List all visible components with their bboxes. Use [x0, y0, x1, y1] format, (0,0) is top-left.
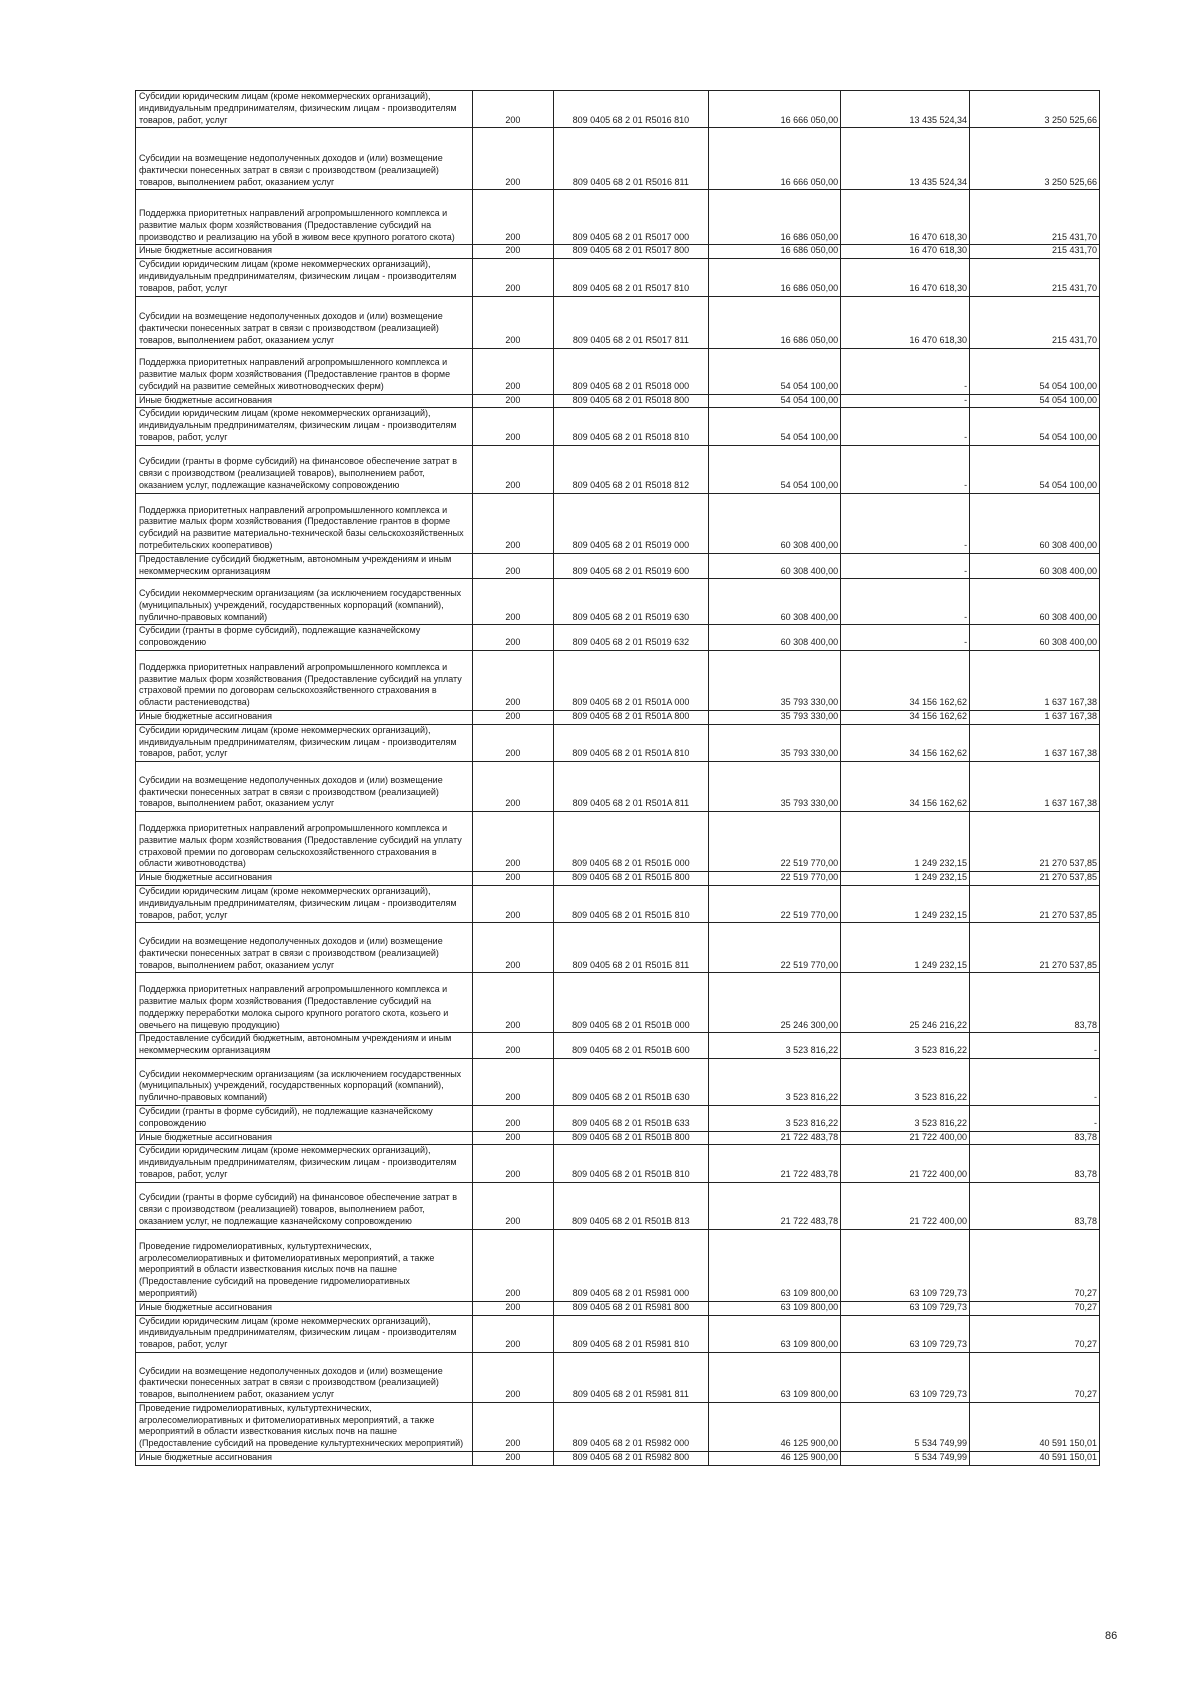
- row-description: Субсидии (гранты в форме субсидий), не подлежащие казначейскому сопровождению: [136, 1105, 473, 1131]
- row-unexecuted-amount: 40 591 150,01: [970, 1452, 1100, 1466]
- row-approved-amount: 46 125 900,00: [709, 1452, 841, 1466]
- table-row: [136, 885, 1100, 922]
- row-executed-amount: -: [841, 579, 970, 625]
- row-classification-code: 809 0405 68 2 01 R5018 812: [553, 445, 709, 493]
- row-approved-amount: 16 666 050,00: [709, 91, 841, 128]
- row-description: Иные бюджетные ассигнования: [136, 1131, 473, 1145]
- row-unexecuted-amount: 70,27: [970, 1301, 1100, 1315]
- budget-execution-table: [135, 90, 1100, 1466]
- table-row: [136, 245, 1100, 259]
- row-approved-amount: 63 109 800,00: [709, 1352, 841, 1402]
- row-description: Субсидии юридическим лицам (кроме некоммерческих организаций), индивидуальным предпринимателям, физическим лицам - производителям товаров, работ, услуг: [136, 91, 473, 128]
- row-executed-amount: -: [841, 625, 970, 651]
- row-description: Субсидии на возмещение недополученных доходов и (или) возмещение фактически понесенных затрат в связи с производством (реализацией) товаров, выполнением работ, оказанием услуг: [136, 923, 473, 973]
- row-classification-code: 809 0405 68 2 01 R501В 630: [553, 1058, 709, 1105]
- row-code: 200: [473, 579, 553, 625]
- row-executed-amount: -: [841, 553, 970, 579]
- row-unexecuted-amount: 3 250 525,66: [970, 128, 1100, 190]
- row-unexecuted-amount: 83,78: [970, 1131, 1100, 1145]
- row-classification-code: 809 0405 68 2 01 R5981 810: [553, 1315, 709, 1352]
- row-description: Субсидии юридическим лицам (кроме некоммерческих организаций), индивидуальным предпринимателям, физическим лицам - производителям товаров, работ, услуг: [136, 1145, 473, 1182]
- row-description: Поддержка приоритетных направлений агропромышленного комплекса и развитие малых форм хозяйствования (Предоставление субсидий на уплату страховой премии по договорам сельскохозяйственного страхования в области животноводства): [136, 812, 473, 872]
- row-executed-amount: -: [841, 394, 970, 408]
- row-approved-amount: 63 109 800,00: [709, 1301, 841, 1315]
- row-code: 200: [473, 91, 553, 128]
- row-classification-code: 809 0405 68 2 01 R501A 000: [553, 650, 709, 710]
- row-code: 200: [473, 885, 553, 922]
- row-classification-code: 809 0405 68 2 01 R5017 811: [553, 296, 709, 348]
- row-approved-amount: 16 686 050,00: [709, 259, 841, 296]
- row-executed-amount: 16 470 618,30: [841, 190, 970, 245]
- row-description: Субсидии юридическим лицам (кроме некоммерческих организаций), индивидуальным предпринимателям, физическим лицам - производителям товаров, работ, услуг: [136, 1315, 473, 1352]
- row-approved-amount: 3 523 816,22: [709, 1058, 841, 1105]
- row-executed-amount: 16 470 618,30: [841, 245, 970, 259]
- row-code: 200: [473, 973, 553, 1033]
- row-executed-amount: 16 470 618,30: [841, 259, 970, 296]
- row-code: 200: [473, 1182, 553, 1229]
- row-approved-amount: 21 722 483,78: [709, 1182, 841, 1229]
- row-executed-amount: 34 156 162,62: [841, 710, 970, 724]
- row-unexecuted-amount: 21 270 537,85: [970, 872, 1100, 886]
- row-classification-code: 809 0405 68 2 01 R5982 800: [553, 1452, 709, 1466]
- row-approved-amount: 35 793 330,00: [709, 710, 841, 724]
- row-code: 200: [473, 1033, 553, 1059]
- row-description: Субсидии на возмещение недополученных доходов и (или) возмещение фактически понесенных затрат в связи с производством (реализацией) товаров, выполнением работ, оказанием услуг: [136, 1352, 473, 1402]
- row-description: Поддержка приоритетных направлений агропромышленного комплекса и развитие малых форм хозяйствования (Предоставление субсидий на поддержку переработки молока сырого крупного рогатого скота, козьего и овечьего на пищевую продукцию): [136, 973, 473, 1033]
- row-description: Поддержка приоритетных направлений агропромышленного комплекса и развитие малых форм хозяйствования (Предоставление субсидий на уплату страховой премии по договорам сельскохозяйственного страхования в области растениеводства): [136, 650, 473, 710]
- row-code: 200: [473, 1105, 553, 1131]
- row-classification-code: 809 0405 68 2 01 R5017 800: [553, 245, 709, 259]
- row-approved-amount: 54 054 100,00: [709, 348, 841, 394]
- row-code: 200: [473, 408, 553, 445]
- row-executed-amount: 1 249 232,15: [841, 923, 970, 973]
- row-description: Иные бюджетные ассигнования: [136, 1452, 473, 1466]
- row-code: 200: [473, 1145, 553, 1182]
- row-unexecuted-amount: 60 308 400,00: [970, 579, 1100, 625]
- table-row: [136, 1058, 1100, 1105]
- row-description: Проведение гидромелиоративных, культуртехнических, агролесомелиоративных и фитомелиоративных мероприятий, а также мероприятий в области известкования кислых почв на пашне (Предоставление субсидий на проведение гидромелиоративных мероприятий): [136, 1229, 473, 1301]
- row-approved-amount: 60 308 400,00: [709, 493, 841, 553]
- row-classification-code: 809 0405 68 2 01 R501В 800: [553, 1131, 709, 1145]
- table-row: [136, 1301, 1100, 1315]
- row-description: Поддержка приоритетных направлений агропромышленного комплекса и развитие малых форм хозяйствования (Предоставление грантов в форме субсидий на развитие семейных животноводческих ферм): [136, 348, 473, 394]
- row-classification-code: 809 0405 68 2 01 R501В 600: [553, 1033, 709, 1059]
- row-unexecuted-amount: 1 637 167,38: [970, 650, 1100, 710]
- table-row: [136, 493, 1100, 553]
- row-code: 200: [473, 259, 553, 296]
- row-classification-code: 809 0405 68 2 01 R5016 810: [553, 91, 709, 128]
- row-description: Субсидии на возмещение недополученных доходов и (или) возмещение фактически понесенных затрат в связи с производством (реализацией) товаров, выполнением работ, оказанием услуг: [136, 762, 473, 812]
- row-executed-amount: -: [841, 408, 970, 445]
- row-executed-amount: 13 435 524,34: [841, 128, 970, 190]
- row-executed-amount: 1 249 232,15: [841, 872, 970, 886]
- row-executed-amount: 1 249 232,15: [841, 885, 970, 922]
- row-unexecuted-amount: 1 637 167,38: [970, 724, 1100, 761]
- row-description: Иные бюджетные ассигнования: [136, 1301, 473, 1315]
- table-row: [136, 128, 1100, 190]
- row-unexecuted-amount: 1 637 167,38: [970, 762, 1100, 812]
- row-description: Иные бюджетные ассигнования: [136, 245, 473, 259]
- row-description: Субсидии на возмещение недополученных доходов и (или) возмещение фактически понесенных затрат в связи с производством (реализацией) товаров, выполнением работ, оказанием услуг: [136, 128, 473, 190]
- row-code: 200: [473, 1301, 553, 1315]
- row-approved-amount: 46 125 900,00: [709, 1402, 841, 1451]
- table-row: [136, 812, 1100, 872]
- row-approved-amount: 3 523 816,22: [709, 1033, 841, 1059]
- row-description: Субсидии юридическим лицам (кроме некоммерческих организаций), индивидуальным предпринимателям, физическим лицам - производителям товаров, работ, услуг: [136, 408, 473, 445]
- row-approved-amount: 54 054 100,00: [709, 408, 841, 445]
- row-approved-amount: 60 308 400,00: [709, 625, 841, 651]
- row-executed-amount: 25 246 216,22: [841, 973, 970, 1033]
- table-row: [136, 348, 1100, 394]
- row-code: 200: [473, 1229, 553, 1301]
- row-unexecuted-amount: 60 308 400,00: [970, 625, 1100, 651]
- row-unexecuted-amount: 1 637 167,38: [970, 710, 1100, 724]
- row-unexecuted-amount: 60 308 400,00: [970, 553, 1100, 579]
- row-code: 200: [473, 1452, 553, 1466]
- row-executed-amount: -: [841, 445, 970, 493]
- table-row: [136, 445, 1100, 493]
- row-executed-amount: 34 156 162,62: [841, 724, 970, 761]
- table-row: [136, 973, 1100, 1033]
- row-executed-amount: 34 156 162,62: [841, 762, 970, 812]
- row-executed-amount: 3 523 816,22: [841, 1033, 970, 1059]
- row-unexecuted-amount: 40 591 150,01: [970, 1402, 1100, 1451]
- table-row: [136, 625, 1100, 651]
- row-unexecuted-amount: 54 054 100,00: [970, 348, 1100, 394]
- row-classification-code: 809 0405 68 2 01 R5981 800: [553, 1301, 709, 1315]
- table-row: [136, 724, 1100, 761]
- row-executed-amount: 5 534 749,99: [841, 1452, 970, 1466]
- row-description: Поддержка приоритетных направлений агропромышленного комплекса и развитие малых форм хозяйствования (Предоставление субсидий на производство и реализацию на убой в живом весе крупного рогатого скота): [136, 190, 473, 245]
- row-code: 200: [473, 245, 553, 259]
- row-classification-code: 809 0405 68 2 01 R5019 632: [553, 625, 709, 651]
- table-row: [136, 259, 1100, 296]
- row-approved-amount: 21 722 483,78: [709, 1145, 841, 1182]
- row-executed-amount: 63 109 729,73: [841, 1315, 970, 1352]
- table-row: [136, 1182, 1100, 1229]
- row-code: 200: [473, 812, 553, 872]
- row-classification-code: 809 0405 68 2 01 R501A 810: [553, 724, 709, 761]
- row-approved-amount: 3 523 816,22: [709, 1105, 841, 1131]
- row-unexecuted-amount: -: [970, 1033, 1100, 1059]
- row-executed-amount: 3 523 816,22: [841, 1105, 970, 1131]
- row-approved-amount: 22 519 770,00: [709, 872, 841, 886]
- row-executed-amount: 3 523 816,22: [841, 1058, 970, 1105]
- row-approved-amount: 63 109 800,00: [709, 1229, 841, 1301]
- table-row: [136, 710, 1100, 724]
- row-description: Предоставление субсидий бюджетным, автономным учреждениям и иным некоммерческим организациям: [136, 553, 473, 579]
- row-executed-amount: 21 722 400,00: [841, 1145, 970, 1182]
- row-description: Субсидии юридическим лицам (кроме некоммерческих организаций), индивидуальным предпринимателям, физическим лицам - производителям товаров, работ, услуг: [136, 724, 473, 761]
- row-executed-amount: 63 109 729,73: [841, 1352, 970, 1402]
- row-executed-amount: 21 722 400,00: [841, 1131, 970, 1145]
- row-unexecuted-amount: 215 431,70: [970, 296, 1100, 348]
- row-code: 200: [473, 1131, 553, 1145]
- row-unexecuted-amount: 215 431,70: [970, 259, 1100, 296]
- row-unexecuted-amount: 21 270 537,85: [970, 885, 1100, 922]
- row-executed-amount: -: [841, 493, 970, 553]
- row-code: 200: [473, 445, 553, 493]
- row-approved-amount: 22 519 770,00: [709, 885, 841, 922]
- table-row: [136, 872, 1100, 886]
- row-classification-code: 809 0405 68 2 01 R5019 630: [553, 579, 709, 625]
- row-unexecuted-amount: 21 270 537,85: [970, 812, 1100, 872]
- row-executed-amount: 13 435 524,34: [841, 91, 970, 128]
- row-approved-amount: 60 308 400,00: [709, 579, 841, 625]
- row-code: 200: [473, 348, 553, 394]
- row-unexecuted-amount: 83,78: [970, 1182, 1100, 1229]
- row-classification-code: 809 0405 68 2 01 R501Б 800: [553, 872, 709, 886]
- row-approved-amount: 22 519 770,00: [709, 812, 841, 872]
- row-code: 200: [473, 1352, 553, 1402]
- table-row: [136, 1315, 1100, 1352]
- table-row: [136, 1402, 1100, 1451]
- table-body: [136, 91, 1100, 1466]
- row-unexecuted-amount: 3 250 525,66: [970, 91, 1100, 128]
- row-classification-code: 809 0405 68 2 01 R501A 811: [553, 762, 709, 812]
- row-unexecuted-amount: 70,27: [970, 1229, 1100, 1301]
- row-approved-amount: 16 666 050,00: [709, 128, 841, 190]
- row-classification-code: 809 0405 68 2 01 R501Б 810: [553, 885, 709, 922]
- row-description: Иные бюджетные ассигнования: [136, 872, 473, 886]
- row-description: Субсидии юридическим лицам (кроме некоммерческих организаций), индивидуальным предпринимателям, физическим лицам - производителям товаров, работ, услуг: [136, 259, 473, 296]
- row-approved-amount: 63 109 800,00: [709, 1315, 841, 1352]
- row-unexecuted-amount: 83,78: [970, 1145, 1100, 1182]
- table-row: [136, 1145, 1100, 1182]
- row-unexecuted-amount: 70,27: [970, 1352, 1100, 1402]
- table-row: [136, 190, 1100, 245]
- row-classification-code: 809 0405 68 2 01 R501В 810: [553, 1145, 709, 1182]
- row-unexecuted-amount: 21 270 537,85: [970, 923, 1100, 973]
- row-approved-amount: 54 054 100,00: [709, 394, 841, 408]
- row-classification-code: 809 0405 68 2 01 R5018 000: [553, 348, 709, 394]
- row-classification-code: 809 0405 68 2 01 R501В 000: [553, 973, 709, 1033]
- row-unexecuted-amount: -: [970, 1105, 1100, 1131]
- table-row: [136, 650, 1100, 710]
- row-code: 200: [473, 625, 553, 651]
- row-description: Иные бюджетные ассигнования: [136, 394, 473, 408]
- row-executed-amount: 34 156 162,62: [841, 650, 970, 710]
- row-description: Проведение гидромелиоративных, культуртехнических, агролесомелиоративных и фитомелиоративных мероприятий, а также мероприятий в области известкования кислых почв на пашне (Предоставление субсидий на проведение культуртехнических мероприятий): [136, 1402, 473, 1451]
- row-description: Субсидии юридическим лицам (кроме некоммерческих организаций), индивидуальным предпринимателям, физическим лицам - производителям товаров, работ, услуг: [136, 885, 473, 922]
- row-classification-code: 809 0405 68 2 01 R501Б 000: [553, 812, 709, 872]
- page-number: 86: [1105, 1630, 1118, 1642]
- row-code: 200: [473, 1315, 553, 1352]
- table-row: [136, 1229, 1100, 1301]
- row-code: 200: [473, 650, 553, 710]
- table-row: [136, 1352, 1100, 1402]
- row-classification-code: 809 0405 68 2 01 R501Б 811: [553, 923, 709, 973]
- row-approved-amount: 16 686 050,00: [709, 296, 841, 348]
- table-row: [136, 1131, 1100, 1145]
- table-row: [136, 923, 1100, 973]
- row-unexecuted-amount: 54 054 100,00: [970, 408, 1100, 445]
- row-code: 200: [473, 872, 553, 886]
- row-approved-amount: 16 686 050,00: [709, 245, 841, 259]
- row-description: Субсидии (гранты в форме субсидий) на финансовое обеспечение затрат в связи с производством (реализацией товаров), выполнением работ, оказанием услуг, подлежащие казначейскому сопровождению: [136, 445, 473, 493]
- row-description: Субсидии некоммерческим организациям (за исключением государственных (муниципальных) учреждений, государственных корпораций (компаний), публично-правовых компаний): [136, 579, 473, 625]
- table-row: [136, 1105, 1100, 1131]
- row-code: 200: [473, 724, 553, 761]
- row-classification-code: 809 0405 68 2 01 R5981 811: [553, 1352, 709, 1402]
- row-code: 200: [473, 553, 553, 579]
- table-row: [136, 762, 1100, 812]
- row-classification-code: 809 0405 68 2 01 R5016 811: [553, 128, 709, 190]
- row-code: 200: [473, 493, 553, 553]
- table-row: [136, 1033, 1100, 1059]
- row-approved-amount: 60 308 400,00: [709, 553, 841, 579]
- row-executed-amount: 16 470 618,30: [841, 296, 970, 348]
- row-executed-amount: -: [841, 348, 970, 394]
- table-row: [136, 579, 1100, 625]
- row-classification-code: 809 0405 68 2 01 R501В 633: [553, 1105, 709, 1131]
- row-unexecuted-amount: 54 054 100,00: [970, 445, 1100, 493]
- row-description: Субсидии (гранты в форме субсидий), подлежащие казначейскому сопровождению: [136, 625, 473, 651]
- row-code: 200: [473, 128, 553, 190]
- row-code: 200: [473, 710, 553, 724]
- row-classification-code: 809 0405 68 2 01 R5981 000: [553, 1229, 709, 1301]
- row-code: 200: [473, 1058, 553, 1105]
- row-code: 200: [473, 296, 553, 348]
- row-unexecuted-amount: 70,27: [970, 1315, 1100, 1352]
- row-unexecuted-amount: 54 054 100,00: [970, 394, 1100, 408]
- row-unexecuted-amount: 215 431,70: [970, 190, 1100, 245]
- table-row: [136, 408, 1100, 445]
- row-unexecuted-amount: 83,78: [970, 973, 1100, 1033]
- row-code: 200: [473, 190, 553, 245]
- table-row: [136, 553, 1100, 579]
- row-description: Субсидии (гранты в форме субсидий) на финансовое обеспечение затрат в связи с производством (реализацией) товаров, выполнением работ, оказанием услуг, не подлежащие казначейскому сопровождению: [136, 1182, 473, 1229]
- row-executed-amount: 63 109 729,73: [841, 1229, 970, 1301]
- row-classification-code: 809 0405 68 2 01 R5982 000: [553, 1402, 709, 1451]
- table-row: [136, 1452, 1100, 1466]
- row-approved-amount: 35 793 330,00: [709, 762, 841, 812]
- row-code: 200: [473, 923, 553, 973]
- row-classification-code: 809 0405 68 2 01 R5017 810: [553, 259, 709, 296]
- row-description: Субсидии некоммерческим организациям (за исключением государственных (муниципальных) учреждений, государственных корпораций (компаний), публично-правовых компаний): [136, 1058, 473, 1105]
- row-description: Субсидии на возмещение недополученных доходов и (или) возмещение фактически понесенных затрат в связи с производством (реализацией) товаров, выполнением работ, оказанием услуг: [136, 296, 473, 348]
- table-row: [136, 296, 1100, 348]
- row-classification-code: 809 0405 68 2 01 R501В 813: [553, 1182, 709, 1229]
- row-classification-code: 809 0405 68 2 01 R5018 800: [553, 394, 709, 408]
- row-unexecuted-amount: 215 431,70: [970, 245, 1100, 259]
- row-unexecuted-amount: -: [970, 1058, 1100, 1105]
- table-row: [136, 91, 1100, 128]
- row-executed-amount: 5 534 749,99: [841, 1402, 970, 1451]
- row-executed-amount: 63 109 729,73: [841, 1301, 970, 1315]
- row-approved-amount: 21 722 483,78: [709, 1131, 841, 1145]
- row-classification-code: 809 0405 68 2 01 R501A 800: [553, 710, 709, 724]
- row-classification-code: 809 0405 68 2 01 R5018 810: [553, 408, 709, 445]
- row-approved-amount: 54 054 100,00: [709, 445, 841, 493]
- row-code: 200: [473, 762, 553, 812]
- row-executed-amount: 21 722 400,00: [841, 1182, 970, 1229]
- row-unexecuted-amount: 60 308 400,00: [970, 493, 1100, 553]
- row-approved-amount: 35 793 330,00: [709, 724, 841, 761]
- row-approved-amount: 35 793 330,00: [709, 650, 841, 710]
- row-classification-code: 809 0405 68 2 01 R5017 000: [553, 190, 709, 245]
- row-approved-amount: 25 246 300,00: [709, 973, 841, 1033]
- row-description: Иные бюджетные ассигнования: [136, 710, 473, 724]
- row-description: Предоставление субсидий бюджетным, автономным учреждениям и иным некоммерческим организациям: [136, 1033, 473, 1059]
- row-approved-amount: 16 686 050,00: [709, 190, 841, 245]
- row-executed-amount: 1 249 232,15: [841, 812, 970, 872]
- row-code: 200: [473, 394, 553, 408]
- row-approved-amount: 22 519 770,00: [709, 923, 841, 973]
- row-code: 200: [473, 1402, 553, 1451]
- row-classification-code: 809 0405 68 2 01 R5019 600: [553, 553, 709, 579]
- table-row: [136, 394, 1100, 408]
- row-description: Поддержка приоритетных направлений агропромышленного комплекса и развитие малых форм хозяйствования (Предоставление грантов в форме субсидий на развитие материально-технической базы сельскохозяйственных потребительских кооперативов): [136, 493, 473, 553]
- row-classification-code: 809 0405 68 2 01 R5019 000: [553, 493, 709, 553]
